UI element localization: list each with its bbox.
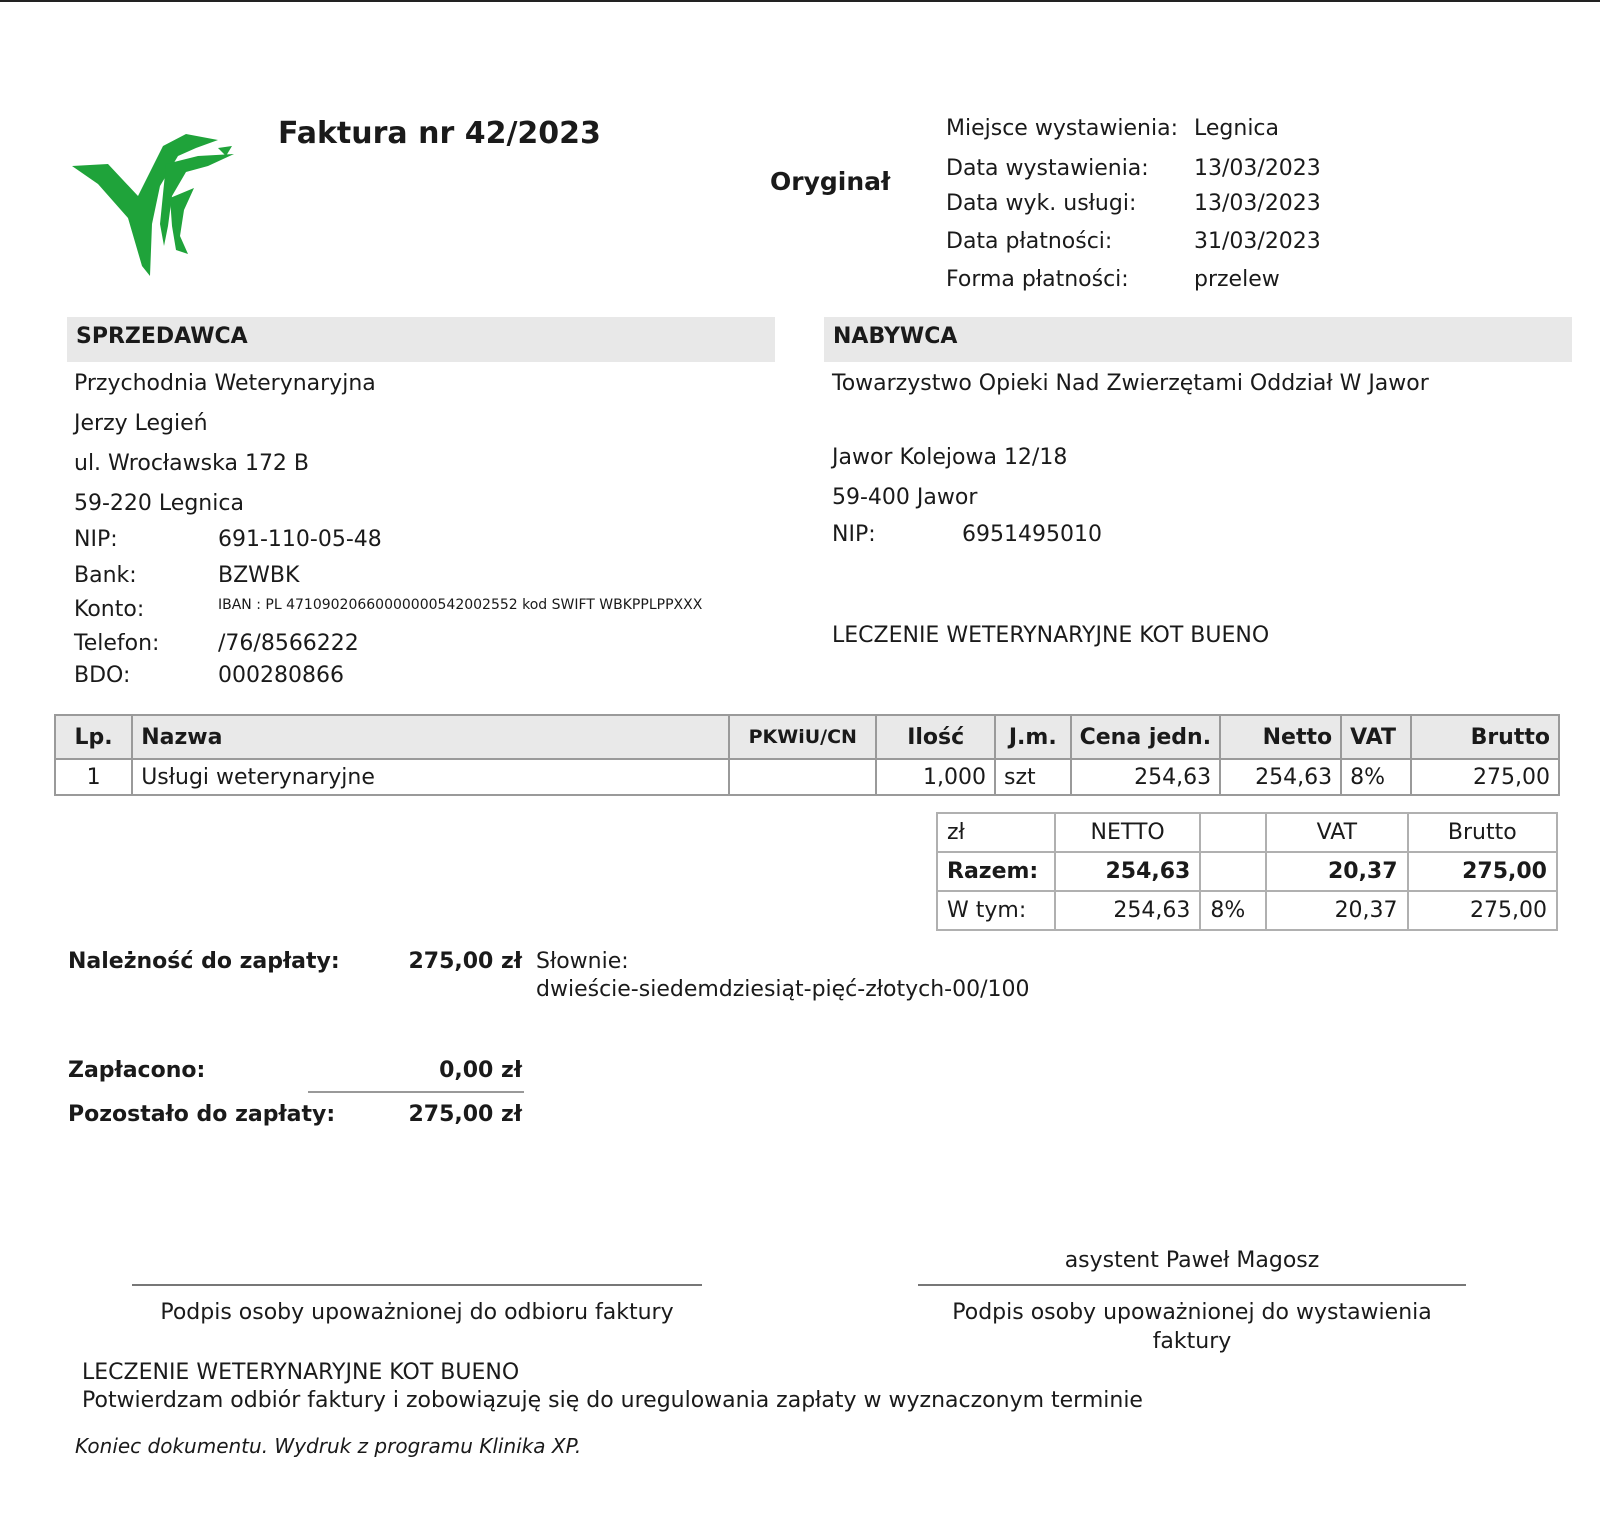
issuer-signature-line [918,1284,1466,1286]
summary-incl-rate: 8% [1200,891,1266,930]
item-vat: 8% [1341,759,1411,795]
item-price: 254,63 [1071,759,1220,795]
item-pkwiu [729,759,876,795]
summary-vat-header: VAT [1266,813,1407,852]
issuer-signature-caption: Podpis osoby upoważnionej do wystawienia [952,1300,1432,1325]
seller-phone: /76/8566222 [218,631,359,656]
amount-in-words: dwieście-siedemdziesiąt-pięć-złotych-00/100 [536,977,1030,1002]
vat-summary-table [936,812,1558,931]
remaining-amount: 275,00 zł [408,1102,522,1127]
receiver-signature-line [132,1284,702,1286]
table-row [55,759,1559,795]
summary-gross-header: Brutto [1408,813,1557,852]
summary-total-gross: 275,00 [1408,852,1557,891]
copy-label: Oryginał [770,167,891,196]
item-name: Usługi weterynaryjne [132,759,729,795]
paid-label: Zapłacono: [68,1058,206,1083]
col-vat: VAT [1341,715,1411,759]
col-gross: Brutto [1411,715,1559,759]
summary-currency: zł [937,813,1055,852]
items-table [54,714,1560,796]
item-unit: szt [995,759,1071,795]
seller-nip: 691-110-05-48 [218,527,382,552]
seller-bdo-label: BDO: [74,663,131,688]
seller-phone-label: Telefon: [74,631,160,656]
col-net: Netto [1220,715,1341,759]
col-lp: Lp. [55,715,132,759]
seller-account: IBAN : PL 47109020660000000542002552 kod SWIFT WBKPPLPPXXX [218,597,703,613]
col-price: Cena jedn. [1071,715,1220,759]
summary-total-label: Razem: [937,852,1055,891]
seller-account-label: Konto: [74,597,145,622]
summary-incl-vat: 20,37 [1266,891,1407,930]
seller-bank-label: Bank: [74,563,137,588]
summary-net-header: NETTO [1055,813,1200,852]
col-name: Nazwa [132,715,729,759]
due-amount: 275,00 zł [408,949,522,974]
seller-bdo: 000280866 [218,663,344,688]
due-label: Należność do zapłaty: [68,949,340,974]
col-pkwiu: PKWiU/CN [729,715,876,759]
document-end-note: Koniec dokumentu. Wydruk z programu Klinika XP. [75,1434,582,1458]
paid-amount: 0,00 zł [439,1058,522,1083]
summary-rate-header [1200,813,1266,852]
seller-bank: BZWBK [218,563,300,588]
issuer-name: asystent Paweł Magosz [1064,1248,1320,1273]
seller-nip-label: NIP: [74,527,118,552]
buyer-street: Jawor Kolejowa 12/18 [832,445,1068,470]
seller-city: 59-220 Legnica [74,491,244,516]
paid-divider [308,1091,524,1093]
summary-total-net: 254,63 [1055,852,1200,891]
footer-confirmation: Potwierdzam odbiór faktury i zobowiązuję się do uregulowania zapłaty w wyznaczonym terminie [82,1388,1143,1413]
items-header-row [55,715,1559,759]
invoice-title: Faktura nr 42/2023 [278,116,601,151]
summary-incl-label: W tym: [937,891,1055,930]
buyer-note: LECZENIE WETERYNARYJNE KOT BUENO [832,623,1270,648]
words-label: Słownie: [536,949,629,974]
receiver-signature-caption: Podpis osoby upoważnionej do odbioru faktury [160,1300,674,1325]
buyer-city: 59-400 Jawor [832,485,978,510]
col-unit: J.m. [995,715,1071,759]
seller-name: Przychodnia Weterynaryjna [74,371,376,396]
summary-incl-row [937,891,1557,930]
remaining-label: Pozostało do zapłaty: [68,1102,336,1127]
summary-total-rate [1200,852,1266,891]
buyer-nip-label: NIP: [832,522,876,547]
summary-total-vat: 20,37 [1266,852,1407,891]
issuer-signature-caption-2: faktury [1152,1329,1232,1354]
top-border [0,0,1600,2]
buyer-name: Towarzystwo Opieki Nad Zwierzętami Oddział W Jawor [832,371,1429,396]
col-qty: Ilość [876,715,995,759]
buyer-nip: 6951495010 [962,522,1102,547]
item-net: 254,63 [1220,759,1341,795]
summary-incl-net: 254,63 [1055,891,1200,930]
seller-header: SPRZEDAWCA [67,317,775,362]
summary-header-row [937,813,1557,852]
seller-person: Jerzy Legień [74,411,208,436]
vet-logo-icon [68,126,240,282]
summary-incl-gross: 275,00 [1408,891,1557,930]
summary-total-row [937,852,1557,891]
seller-street: ul. Wrocławska 172 B [74,451,310,476]
buyer-header: NABYWCA [824,317,1572,362]
item-qty: 1,000 [876,759,995,795]
footer-note: LECZENIE WETERYNARYJNE KOT BUENO [82,1360,520,1385]
item-gross: 275,00 [1411,759,1559,795]
item-lp: 1 [55,759,132,795]
